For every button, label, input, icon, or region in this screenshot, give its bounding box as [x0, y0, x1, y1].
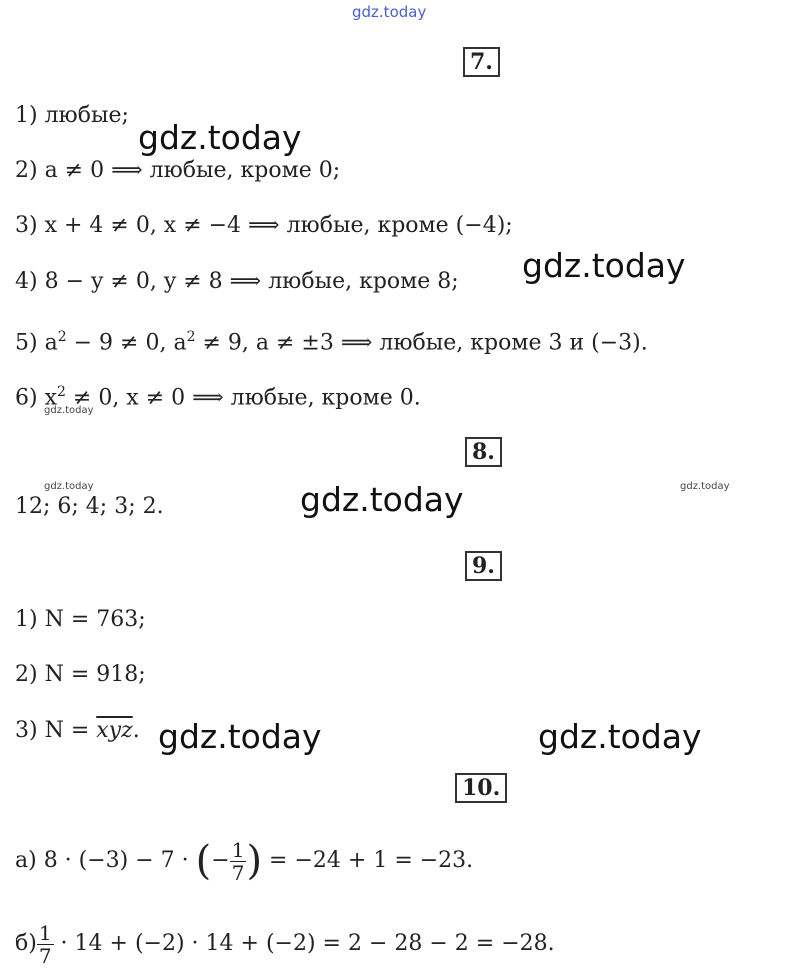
s7-item-5-part-b: − 9 ≠ 0, a [66, 330, 187, 356]
s7-item-1: 1) любые; [15, 103, 129, 128]
s7-item-2: 2) a ≠ 0 ⟹ любые, кроме 0; [15, 158, 341, 183]
section-9-number: 9. [465, 551, 502, 581]
s10-a-paren-close: ) [246, 838, 263, 884]
s7-item-4: 4) 8 − y ≠ 0, y ≠ 8 ⟹ любые, кроме 8; [15, 269, 459, 294]
s7-item-5-sup-1: 2 [57, 329, 67, 345]
s7-item-6-sup: 2 [56, 384, 66, 400]
s10-b-left: б) [15, 931, 37, 956]
s10-a-frac-den: 7 [231, 860, 245, 885]
s9-item-3-prefix: 3) N = [15, 718, 97, 743]
s7-item-5-part-a: 5) a [15, 330, 58, 356]
s9-item-3-end: . [132, 718, 140, 743]
s7-item-3: 3) x + 4 ≠ 0, x ≠ −4 ⟹ любые, кроме (−4); [15, 213, 513, 238]
section-10-number: 10. [455, 773, 507, 803]
s10-item-a [15, 833, 473, 889]
watermark-top: gdz.today [352, 3, 427, 21]
s7-item-6-part-b: ≠ 0, x ≠ 0 ⟹ любые, кроме 0. [65, 385, 421, 411]
s7-item-6-part-a: 6) x [15, 385, 57, 411]
s10-b-right: · 14 + (−2) · 14 + (−2) = 2 − 28 − 2 = −28. [53, 931, 555, 956]
s10-a-right: = −24 + 1 = −23. [262, 848, 474, 873]
s9-item-3-overline: $\overline{xyz}$ [96, 718, 133, 743]
s10-b-frac-num: 1 [38, 920, 52, 945]
watermark-small-3: gdz.today [680, 481, 730, 492]
s10-a-minus: − [211, 848, 230, 873]
s10-a-fraction [230, 839, 247, 884]
watermark-big-2: gdz.today [522, 246, 686, 285]
watermark-big-3: gdz.today [300, 480, 464, 519]
s9-item-3 [15, 717, 140, 745]
s9-item-1: 1) N = 763; [15, 607, 146, 632]
watermark-big-4: gdz.today [158, 717, 322, 756]
section-8-number: 8. [465, 437, 502, 467]
section-7-number: 7. [463, 47, 500, 77]
s10-a-paren-open: ( [195, 838, 212, 884]
s10-item-b [15, 916, 555, 972]
watermark-big-5: gdz.today [538, 717, 702, 756]
s10-b-fraction [37, 922, 54, 967]
watermark-big-1: gdz.today [138, 118, 302, 157]
s9-item-2: 2) N = 918; [15, 662, 146, 687]
s8-answer: 12; 6; 4; 3; 2. [15, 494, 164, 519]
watermark-small-2: gdz.today [44, 481, 94, 492]
s7-item-5-sup-2: 2 [186, 329, 196, 345]
watermark-small-1: gdz.today [44, 405, 94, 416]
s7-item-5 [15, 323, 648, 357]
s10-a-frac-num: 1 [231, 837, 245, 862]
s10-b-frac-den: 7 [38, 943, 52, 968]
s10-a-left: а) 8 · (−3) − 7 · [15, 848, 196, 873]
s7-item-5-part-c: ≠ 9, a ≠ ±3 ⟹ любые, кроме 3 и (−3). [195, 330, 648, 356]
